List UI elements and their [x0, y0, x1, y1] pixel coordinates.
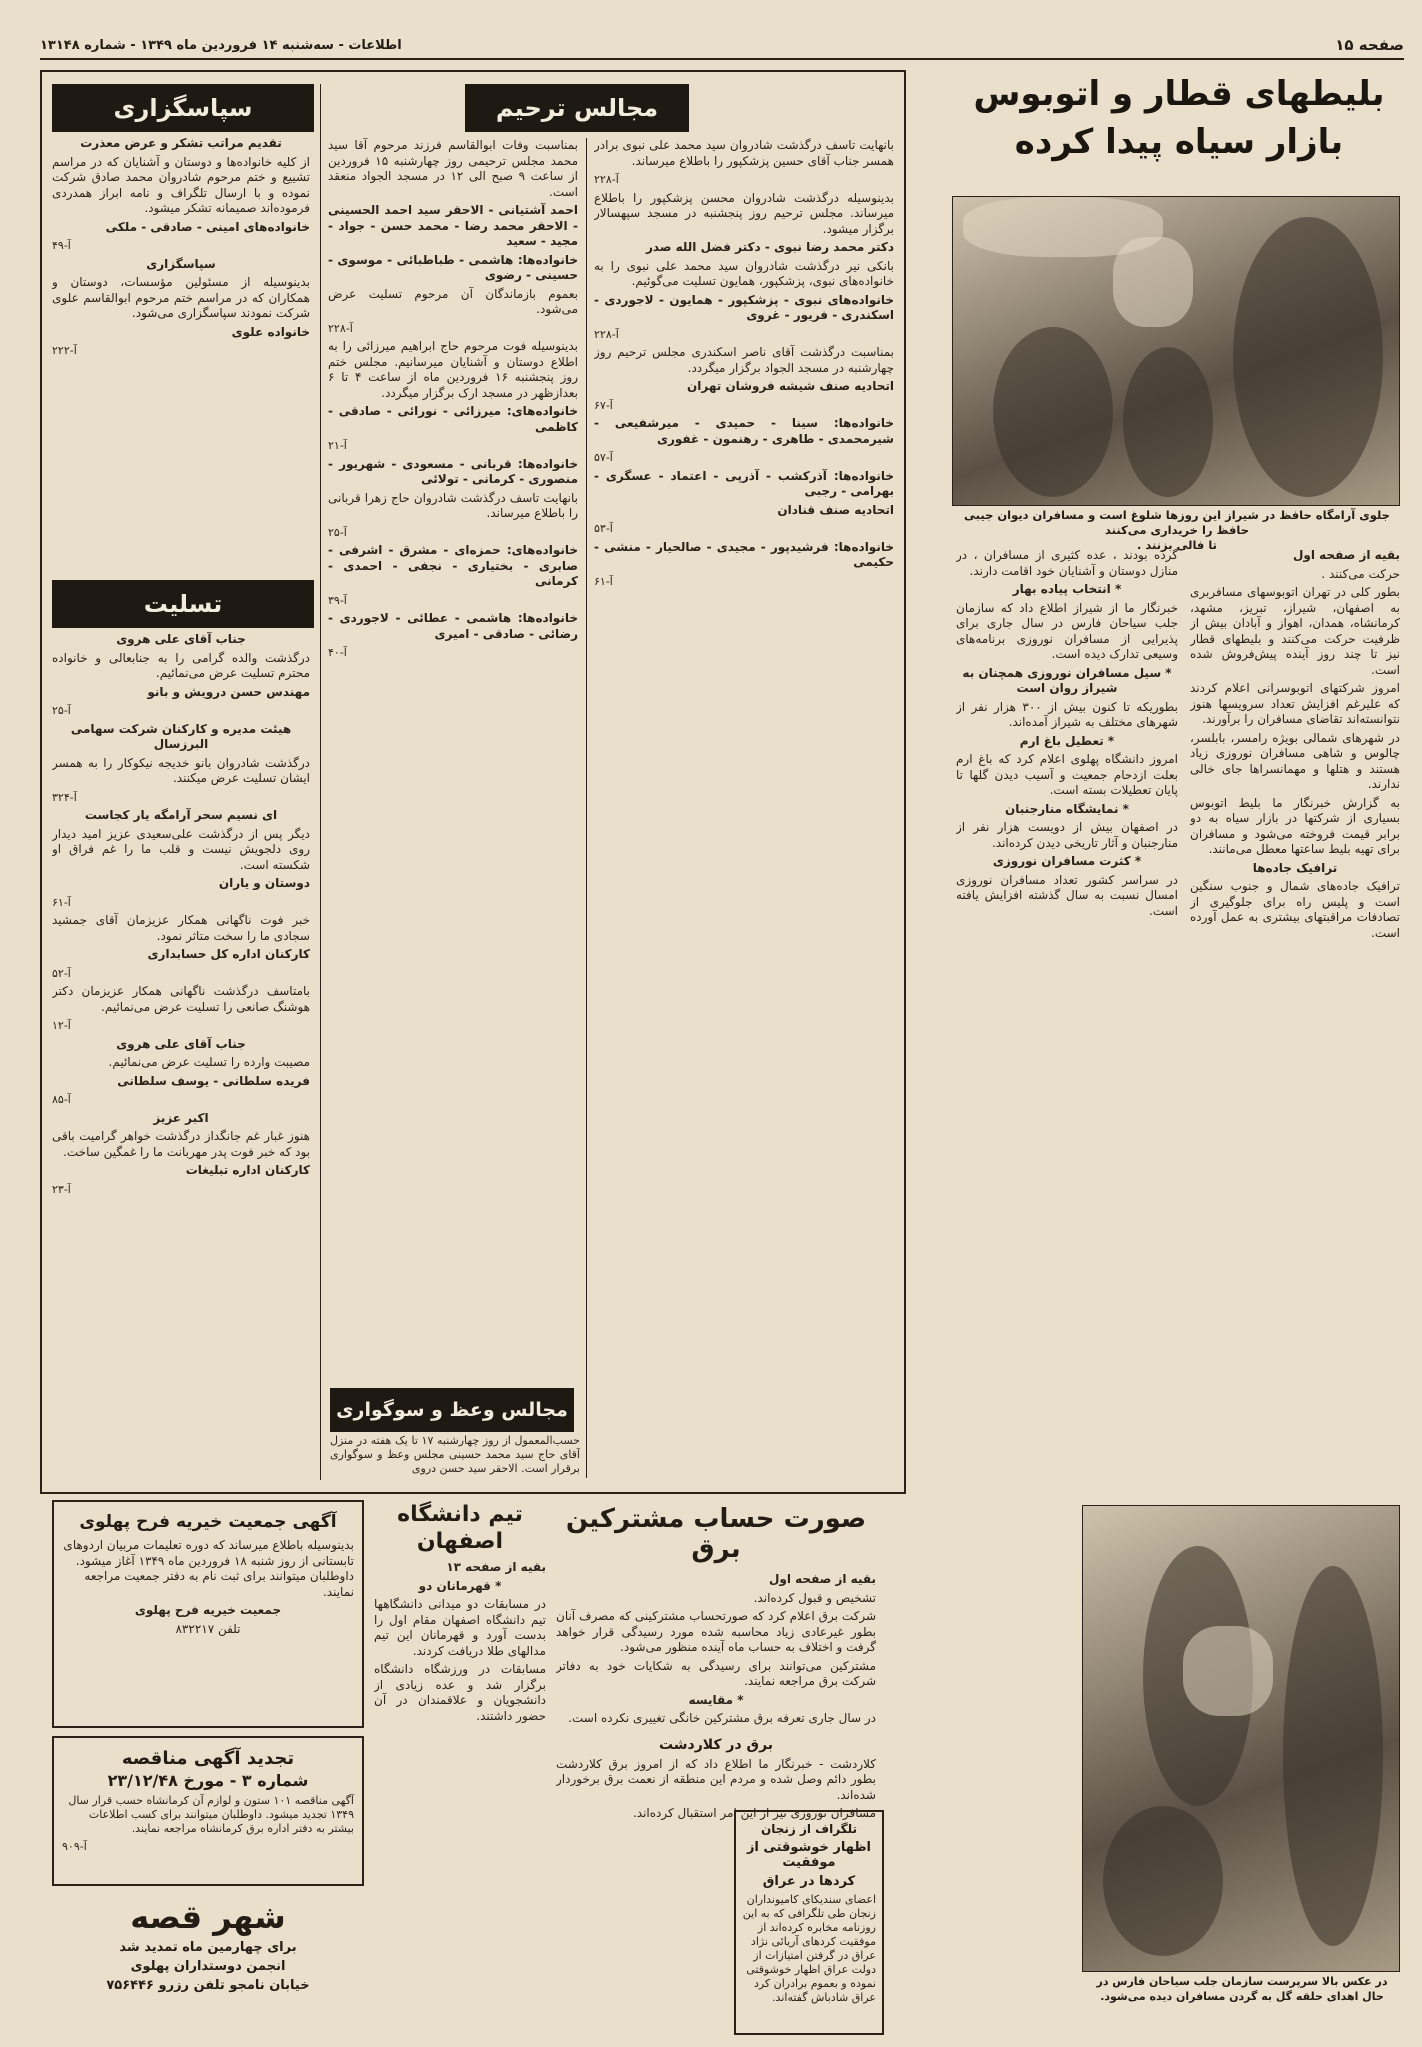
thanks-body — [52, 136, 310, 576]
mourning-notice: بعموم بازماندگان آن مرحوم تسلیت عرض می‌شود. — [328, 286, 578, 316]
tickets-body-p: بطوریکه تا کنون بیش از ۳۰۰ هزار نفر از شهرهای مختلف به شیراز آمده‌اند. — [956, 699, 1178, 729]
bill-body-p: بقیه از صفحه اول — [768, 1572, 876, 1586]
hafez-photo-caption — [954, 508, 1400, 553]
zanjan-kicker: تلگراف از زنجان — [760, 1822, 858, 1836]
notice-code: آ-۵۳ — [594, 522, 613, 535]
tickets-body-p: در سراسر کشور تعداد مسافران نوروزی امسال نسبت به سال گذشته افزایش یافته است. — [956, 872, 1178, 918]
condolence-body — [52, 632, 310, 1478]
mourning-notice: بمناسبت وفات ابوالقاسم فرزند مرحوم آقا سید محمد مجلس ترحیمی روز چهارشنبه ۱۵ فروردین از ساعت ۹ صبح الی ۱۲ در مسجد الجواد منعقد است. — [328, 138, 578, 199]
mourning-col-right — [594, 138, 894, 1478]
mourning-signature: خانواده‌ها: هاشمی - عطائی - لاجوردی - رضائی - صادقی - امیری — [328, 611, 578, 641]
farah-ad-phone: تلفن ۸۳۲۲۱۷ — [175, 1621, 241, 1636]
sermons-banner: مجالس وعظ و سوگواری — [330, 1388, 574, 1432]
tickets-body-col-left — [956, 548, 1178, 1488]
condolence-notice: درگذشت شادروان بانو خدیجه نیکوکار را به همسر ایشان تسلیت عرض میکنند. — [52, 755, 310, 785]
condolence-notice: هنوز غبار غم جانگداز درگذشت خواهر گرامیت باقی بود که خبر فوت پدر مهربانت ما را غمگین ساخت. — [52, 1129, 310, 1159]
condolence-signature: کارکنان اداره تبلیغات — [185, 1163, 310, 1177]
zanjan-story-box — [734, 1810, 884, 2035]
condolence-signature: فریده سلطانی - یوسف سلطانی — [117, 1073, 310, 1088]
condolence-subhead: هیئت مدیره و کارکنان شرکت سهامی البرزسال — [70, 721, 292, 751]
bill-body-p: مشترکین می‌توانند برای رسیدگی به شکایات خود به دفاتر شرکت برق مراجعه نمایند. — [556, 1658, 876, 1688]
notice-code: آ-۶۱ — [594, 574, 613, 588]
mourning-signature: خانواده‌های: میرزائی - نورائی - صادقی - کاظمی — [328, 404, 578, 434]
mourning-notice: بانهایت تاسف درگذشت شادروان سید محمد علی نبوی برادر همسر جناب آقای حسین پزشکپور را باطلاع میرساند. — [594, 138, 894, 168]
tickets-body-p: در شهرهای شمالی بویژه رامسر، بابلسر، چالوس و شاهی مسافران نوروزی زیاد هستند و هتلها و مهمانسراها جای خالی ندارند. — [1190, 730, 1400, 791]
bill-headline: صورت حساب مشترکین برق — [565, 1504, 867, 1564]
notice-code: آ-۶۷ — [594, 398, 613, 412]
hafez-caption-line1: جلوی آرامگاه حافظ در شیراز این روزها شلوغ است و مسافران دیوان جیبی حافظ را خریداری می‌کنند — [964, 508, 1390, 537]
city-ad-line1: برای چهارمین ماه تمدید شد — [119, 1940, 297, 1955]
tickets-subhead: * سیل مسافران نوروزی همچنان به شیراز روان است — [962, 665, 1172, 695]
bill-body-p: تشخیص و قبول کرده‌اند. — [753, 1590, 876, 1605]
hafez-caption-line2: تا فالی بزنند . — [1137, 538, 1217, 552]
city-ad-line3: خیابان نامجو تلفن رزرو ۷۵۶۴۴۶ — [106, 1978, 310, 1993]
tickets-body-p: ترافیک جاده‌های شمال و جنوب سنگین است و پلیس راه برای جلوگیری از تصادفات مراقبتهای بیشتری به عمل آورده است. — [1190, 879, 1400, 940]
tickets-subhead: * کثرت مسافران نوروزی — [992, 854, 1142, 868]
mourning-signature: خانواده‌های: حمزه‌ای - مشرق - اشرفی - صابری - بختیاری - نجفی - احمدی - کرمانی — [328, 543, 578, 588]
bill-body-p: در سال جاری تعرفه برق مشترکین خانگی تغییری نکرده است. — [568, 1711, 876, 1725]
team-headline-line1: تیم دانشگاه — [397, 1502, 523, 1527]
notice-code: آ-۲۲۸ — [594, 173, 619, 186]
tender-ad-body: آگهی مناقصه ۱۰۱ ستون و لوازم آن کرمانشاه حسب قرار سال ۱۳۴۹ تجدید میشود. داوطلبان میتوانند برای کسب اطلاعات بیشتر به دفتر اداره برق کرمانشاه مراجعه نمایند. — [68, 1794, 354, 1835]
team-headline-line2: اصفهان — [416, 1529, 504, 1554]
team-subhead: * قهرمانان دو — [418, 1578, 502, 1593]
condolence-banner: تسلیت — [52, 580, 314, 628]
page-number: صفحه ۱۵ — [1335, 36, 1404, 54]
farah-ad-headline: آگهی جمعیت خیریه فرح پهلوی — [79, 1512, 337, 1532]
masthead-bar — [40, 32, 1404, 60]
mourning-signature: احمد آشتیانی - الاحقر سید احمد الحسینی - الاحقر محمد رضا - محمد حسن - جواد - مجید - سعید — [328, 203, 578, 248]
team-body-p: در مسابقات دو میدانی دانشگاهها تیم دانشگاه اصفهان مقام اول را بدست آورد و قهرمانان این تیم مدالهای طلا دریافت کردند. — [374, 1597, 546, 1658]
mourning-signature: اتحادیه صنف قنادان — [777, 502, 894, 517]
mourning-signature: خانواده‌ها: هاشمی - طباطبائی - موسوی - حسینی - رضوی — [328, 252, 578, 282]
condolence-subhead: جناب آقای علی هروی — [116, 632, 246, 646]
tickets-body-col-right — [1190, 548, 1400, 1488]
city-ad-headline: شهر قصه — [130, 1898, 286, 1936]
mourning-signature: دکتر محمد رضا نبوی - دکتر فضل الله صدر — [645, 240, 894, 254]
tickets-headline — [954, 70, 1404, 200]
condolence-notice: بامتاسف درگذشت ناگهانی همکار عزیزمان دکتر هوشنگ صانعی را تسلیت عرض می‌نمائیم. — [52, 984, 310, 1014]
farah-ad-body: بدینوسیله باطلاع میرساند که دوره تعلیمات مربیان اردوهای تابستانی از روز شنبه ۱۸ فروردین ماه ۱۳۴۹ آغاز میشود. داوطلبان میتوانند برای ثبت نام به دفتر جمعیت مراجعه نمایند. — [63, 1538, 354, 1599]
mourning-notice: بدینوسیله فوت مرحوم حاج ابراهیم میرزائی را به اطلاع دوستان و آشنایان میرسانیم. مجلس ختم روز پنجشنبه ۱۶ فروردین ماه از ساعت ۴ تا ۶ بعدازظهر در مسجد ارک برگزار میگردد. — [328, 339, 578, 400]
tickets-headline-line1: بلیطهای قطار و اتوبوس — [973, 74, 1385, 114]
tickets-body-p: به گزارش خبرنگار ما بلیط اتوبوس بسیاری از شرکتها در بازار سیاه به دو برابر قیمت فروخته می‌شود و مسافران برای تهیه بلیط ساعتها معطل می‌مانند. — [1190, 795, 1400, 856]
notice-code: آ-۲۱ — [328, 439, 347, 452]
tickets-subhead: * انتخاب پیاده بهار — [1012, 582, 1122, 596]
bill-subhead: * مقایسه — [688, 1692, 744, 1707]
condolence-subhead: اکبر عزیز — [153, 1110, 209, 1125]
notice-code: آ-۸۵ — [52, 1093, 71, 1106]
mourning-banner: مجالس ترحیم — [465, 84, 689, 132]
tickets-subhead: ترافیک جاده‌ها — [1252, 860, 1338, 875]
tickets-body-p: حرکت می‌کنند . — [1321, 566, 1400, 581]
garland-photo-caption: در عکس بالا سرپرست سازمان جلب سیاحان فارس در حال اهدای حلقه گل به گردن مسافران دیده می‌شود. — [1096, 1975, 1388, 2003]
tickets-body-p: در اصفهان بیش از دویست هزار نفر از منارجنبان و آثار تاریخی دیدن کرده‌اند. — [956, 820, 1178, 850]
mourning-notice: بانهایت تاسف درگذشت شادروان حاج زهرا قربانی را باطلاع میرساند. — [328, 490, 578, 520]
mourning-signature: اتحادیه صنف شیشه فروشان تهران — [687, 379, 894, 393]
team-story — [374, 1500, 546, 1970]
condolence-signature: مهندس حسن درویش و بانو — [147, 684, 310, 699]
thanks-signature: خانواده‌های امینی - صادقی - ملکی — [105, 219, 310, 234]
mourning-notice: بمناسبت درگذشت آقای ناصر اسکندری مجلس ترحیم روز چهارشنبه در مسجد الجواد برگزار میگردد. — [594, 345, 894, 375]
tickets-body-p: خبرنگار ما از شیراز اطلاع داد که سازمان جلب سیاحان فارس در سال جاری برای پذیرایی از مسافران نوروزی برنامه‌های وسیعی تدارک دیده است. — [956, 600, 1178, 661]
zanjan-headline-line1: اظهار خوشوقتی از موفقیت — [746, 1840, 872, 1870]
notice-code: آ-۳۲۴ — [52, 790, 77, 804]
thanks-subhead: سپاسگزاری — [146, 256, 216, 271]
mourning-notice: بانکی نیر درگذشت شادروان سید محمد علی نبوی را به خانواده‌های نبوی، پزشکپور، همایون تسلیت می‌گوئیم. — [594, 258, 894, 288]
thanks-banner: سپاسگزاری — [52, 84, 314, 132]
tender-ad-number: شماره ۳ - مورخ ۲۳/۱۲/۴۸ — [107, 1771, 309, 1790]
thanks-notice: از کلیه خانواده‌ها و دوستان و آشنایان که در مراسم تشییع و ختم مرحوم شادروان محمد صادق شرکت نموده و با ارسال تلگراف و نامه ابراز همدردی فرموده‌اند صمیمانه تشکر میشود. — [52, 154, 310, 215]
notice-code: آ-۴۹ — [52, 239, 71, 252]
mourning-signature: خانواده‌ها: قربانی - مسعودی - شهریور - منصوری - کرمانی - تولائی — [328, 456, 578, 486]
team-body-p: بقیه از صفحه ۱۳ — [446, 1560, 546, 1574]
tickets-body-p: امروز شرکتهای اتوبوسرانی اعلام کردند که علیرغم افزایش تعداد سرویسها هنوز نتوانسته‌اند تقاضای مسافران را برآورند. — [1190, 681, 1400, 726]
tickets-subhead: * تعطیل باغ ارم — [1019, 733, 1115, 748]
notice-code: آ-۵۷ — [594, 451, 613, 464]
notice-code: آ-۲۵ — [52, 704, 71, 717]
bill-body-p: شرکت برق اعلام کرد که صورتحساب مشترکینی که مصرف آنان بطور غیرعادی زیاد محاسبه شده مورد رسیدگی قرار خواهد گرفت و اختلاف به حساب ماه آینده منظور می‌شود. — [556, 1609, 876, 1654]
notice-code: آ-۲۲۸ — [328, 321, 353, 335]
notice-code: آ-۴۰ — [328, 646, 347, 659]
sermons-body — [330, 1434, 580, 1484]
notice-code: آ-۹۰۹ — [62, 1840, 87, 1853]
tickets-headline-line2: بازار سیاه پیدا کرده — [1014, 122, 1344, 162]
condolence-notice: خبر فوت ناگهانی همکار عزیزمان آقای جمشید سجادی ما را سخت متاثر نمود. — [52, 913, 310, 943]
kelardasht-headline: برق در کلاردشت — [658, 1736, 774, 1753]
mourning-signature: خانواده‌های نبوی - پزشکپور - همایون - لاجوردی - اسکندری - فریور - غروی — [594, 292, 894, 322]
thanks-subhead: تقدیم مراتب تشکر و عرض معذرت — [80, 136, 282, 150]
tender-ad-headline: تجدید آگهی مناقصه — [121, 1748, 295, 1769]
mourning-signature: خانواده‌ها: آذرکشب - آذرپی - اعتماد - عسگری - بهرامی - رجبی — [594, 468, 894, 498]
kelardasht-body-p: کلاردشت - خبرنگار ما اطلاع داد که از امروز برق کلاردشت بطور دائم وصل شده و مردم این منطقه از نعمت برق برخوردار شده‌اند. — [556, 1756, 876, 1802]
team-body-p: مسابقات در ورزشگاه دانشگاه برگزار شد و عده زیادی از دانشجویان و علاقمندان در آن حضور داشتند. — [374, 1662, 546, 1723]
zanjan-headline-line2: کردها در عراق — [762, 1874, 856, 1889]
city-ad — [52, 1894, 364, 2034]
zanjan-body: اعضای سندیکای کامیونداران زنجان طی تلگرافی که به این روزنامه مخابره کرده‌اند از موفقیت کردهای آریائی نژاد عراق در گرفتن امتیازات از دولت عراق اظهار خوشوقتی نموده و بعموم برادران کرد عراق شادباش گفته‌اند. — [742, 1893, 876, 2004]
notice-code: آ-۶۱ — [52, 895, 71, 909]
masthead-text: اطلاعات - سه‌شنبه ۱۴ فروردین ماه ۱۳۴۹ - شماره ۱۳۱۴۸ — [40, 37, 402, 53]
condolence-signature: کارکنان اداره کل حسابداری — [147, 947, 310, 961]
notice-code: آ-۱۲ — [52, 1019, 71, 1032]
tickets-body-p: امروز دانشگاه پهلوی اعلام کرد که باغ ارم بعلت ازدحام جمعیت و آسیب دیدن گلها تا پایان تعطیلات بسته است. — [956, 752, 1178, 797]
condolence-subhead: ای نسیم سحر آرامگه یار کجاست — [84, 808, 278, 822]
city-ad-line2: انجمن دوستداران پهلوی — [130, 1959, 286, 1974]
condolence-notice: درگذشت والده گرامی را به جنابعالی و خانواده محترم تسلیت عرض می‌نمائیم. — [52, 650, 310, 680]
mourning-col-left — [328, 138, 578, 1378]
notice-code: آ-۲۵ — [328, 525, 347, 539]
sermons-text: حسب‌المعمول از روز چهارشنبه ۱۷ تا یک هفته در منزل آقای حاج سید محمد حسینی مجلس وعظ و سوگواری برقرار است. الاحقر سید حسن دروی — [330, 1434, 580, 1475]
notice-code: آ-۲۲۲ — [52, 344, 77, 357]
tickets-subhead: * نمایشگاه منارجنبان — [1005, 801, 1129, 816]
condolence-notice: مصیبت وارده را تسلیت عرض می‌نمائیم. — [108, 1055, 310, 1069]
condolence-subhead: جناب آقای علی هروی — [116, 1036, 246, 1051]
notice-code: آ-۲۲۸ — [594, 327, 619, 341]
condolence-notice: دیگر پس از درگذشت علی‌سعیدی عزیز امید دیدار روی دلجویش نیست و قلب ما را غم فراق او شکسته است. — [52, 826, 310, 872]
tender-ad-box — [52, 1736, 364, 1886]
hafez-tomb-photo — [952, 196, 1400, 506]
tickets-body-p: بطور کلی در تهران اتوبوسهای مسافربری به اصفهان، شیراز، تبریز، مشهد، کرمانشاه، همدان، اهواز و آبادان بیش از ظرفیت حرکت می‌کنند و بلیطهای قطار نیز تا چند روز آینده پیش‌فروش شده است. — [1190, 585, 1400, 677]
tickets-body-p: بقیه از صفحه اول — [1292, 548, 1400, 562]
thanks-notice: بدینوسیله از مسئولین مؤسسات، دوستان و همکاران که در مراسم ختم مرحوم ابوالقاسم علوی شرکت نمودند سپاسگزاری می‌شود. — [52, 275, 310, 320]
tickets-body-p: گرده بودند ، عده کثیری از مسافران ، در منازل دوستان و آشنایان خود اقامت دارند. — [956, 548, 1178, 578]
mourning-notice: بدینوسیله درگذشت شادروان محسن پزشکپور را باطلاع میرساند. مجلس ترحیم روز پنجشنبه در مسجد سپهسالار برگزار میشود. — [594, 190, 894, 236]
notice-code: آ-۳۹ — [328, 593, 347, 607]
mourning-signature: خانواده‌ها: فرشیدپور - مجیدی - صالحیار - منشی - حکیمی — [594, 539, 894, 569]
thanks-signature: خانواده علوی — [231, 324, 310, 339]
condolence-signature: دوستان و یاران — [218, 876, 310, 890]
notice-code: آ-۲۳ — [52, 1182, 71, 1196]
notice-code: آ-۵۲ — [52, 966, 71, 980]
kelardasht-body-p: مسافران نوروزی نیز از این امر استقبال کرده‌اند. — [632, 1806, 876, 1820]
mourning-signature: خانواده‌ها: سینا - حمیدی - میرشفیعی - شیرمحمدی - طاهری - رهنمون - غفوری — [594, 416, 894, 446]
garland-photo — [1082, 1505, 1400, 1972]
farah-ad-box — [52, 1500, 364, 1728]
farah-ad-signature: جمعیت خیریه فرح پهلوی — [134, 1603, 282, 1617]
